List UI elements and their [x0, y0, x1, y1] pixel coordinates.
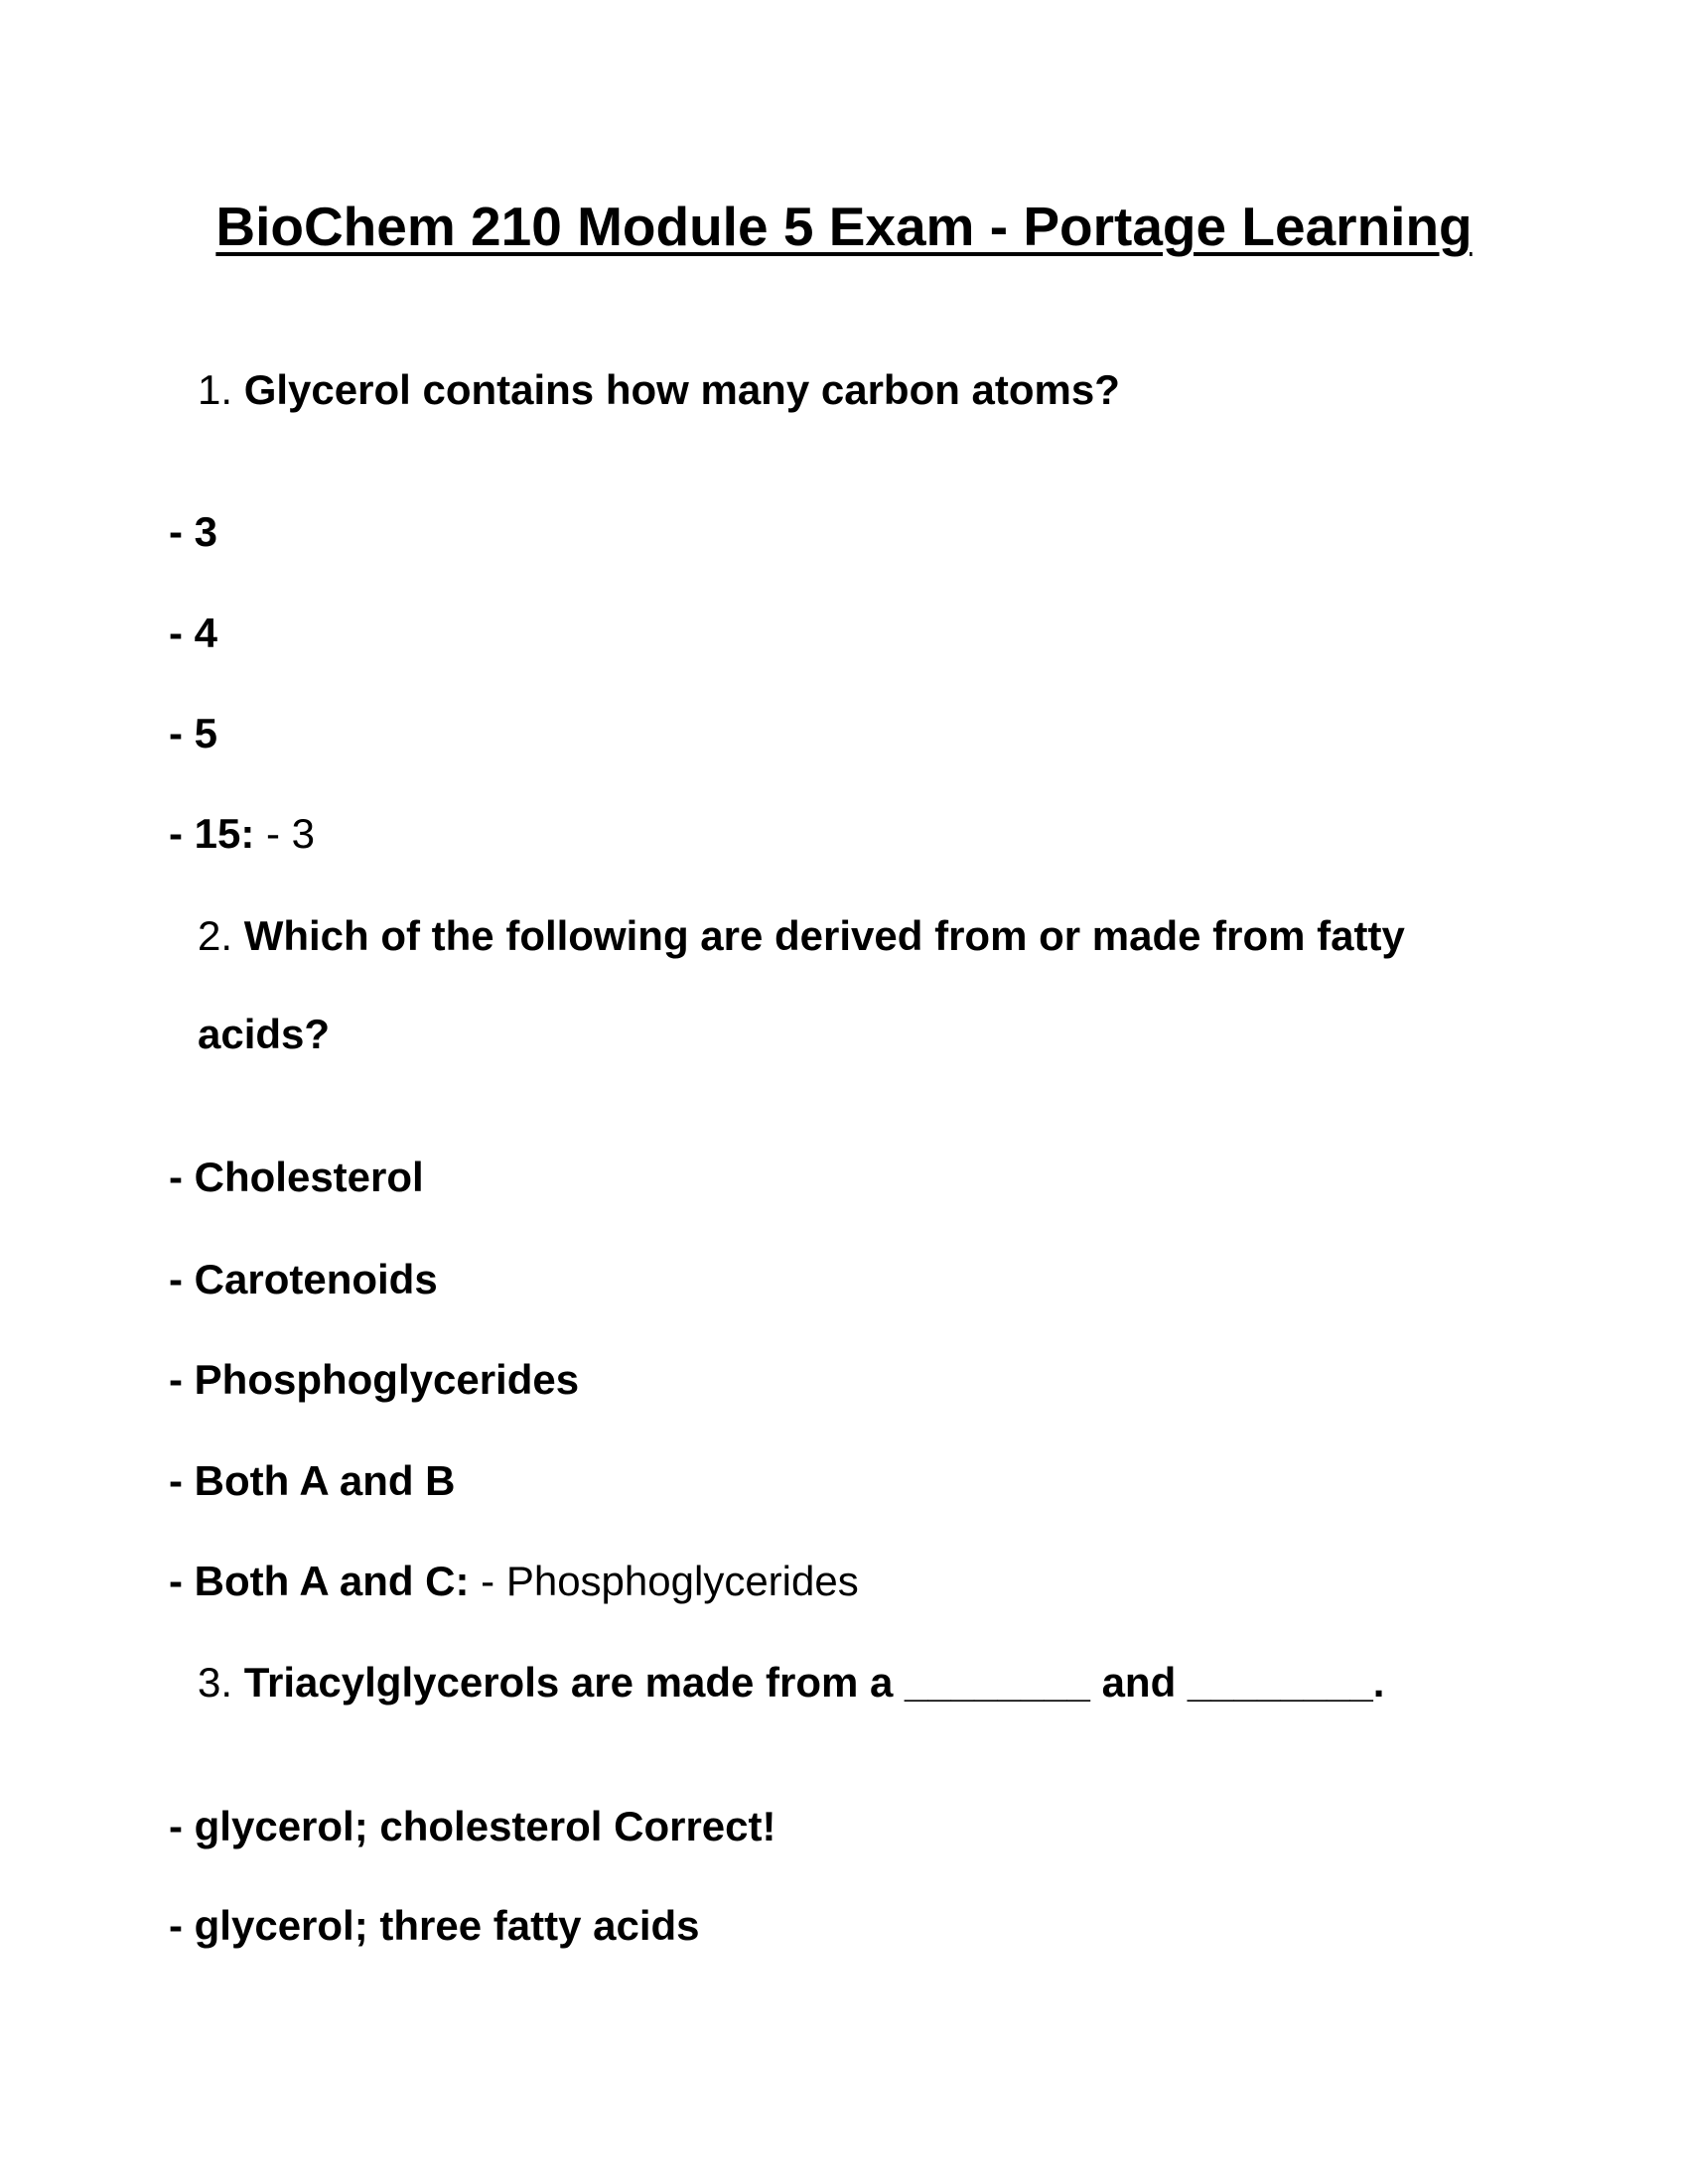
question-text-continued: acids? — [198, 1011, 331, 1057]
document-title: BioChem 210 Module 5 Exam - Portage Learning — [215, 196, 1473, 257]
option: - 5 — [169, 710, 218, 756]
option: - Carotenoids — [169, 1256, 438, 1302]
answer: - 3 — [266, 810, 316, 857]
question-3 — [198, 1659, 1384, 1706]
option: - glycerol; cholesterol Correct! — [169, 1803, 776, 1849]
option-with-answer — [169, 1558, 859, 1605]
option: - Both A and C: — [169, 1558, 470, 1604]
option: - 4 — [169, 610, 218, 656]
question-2 — [198, 912, 1405, 960]
option: - glycerol; three fatty acids — [169, 1902, 700, 1949]
option: - Cholesterol — [169, 1154, 424, 1200]
option: - Both A and B — [169, 1457, 456, 1504]
question-text: Glycerol contains how many carbon atoms? — [243, 366, 1120, 413]
option: - Phosphoglycerides — [169, 1356, 580, 1403]
option: - 3 — [169, 508, 218, 555]
question-text: Triacylglycerols are made from a ________ and ________. — [243, 1659, 1385, 1706]
answer: - Phosphoglycerides — [481, 1558, 859, 1604]
question-text: Which of the following are derived from or made from fatty — [243, 912, 1405, 959]
question-1 — [198, 366, 1120, 414]
option-with-answer — [169, 810, 315, 858]
question-number: 3. — [198, 1659, 233, 1706]
question-number: 2. — [198, 912, 233, 959]
question-number: 1. — [198, 366, 233, 413]
option: - 15: — [169, 810, 255, 857]
